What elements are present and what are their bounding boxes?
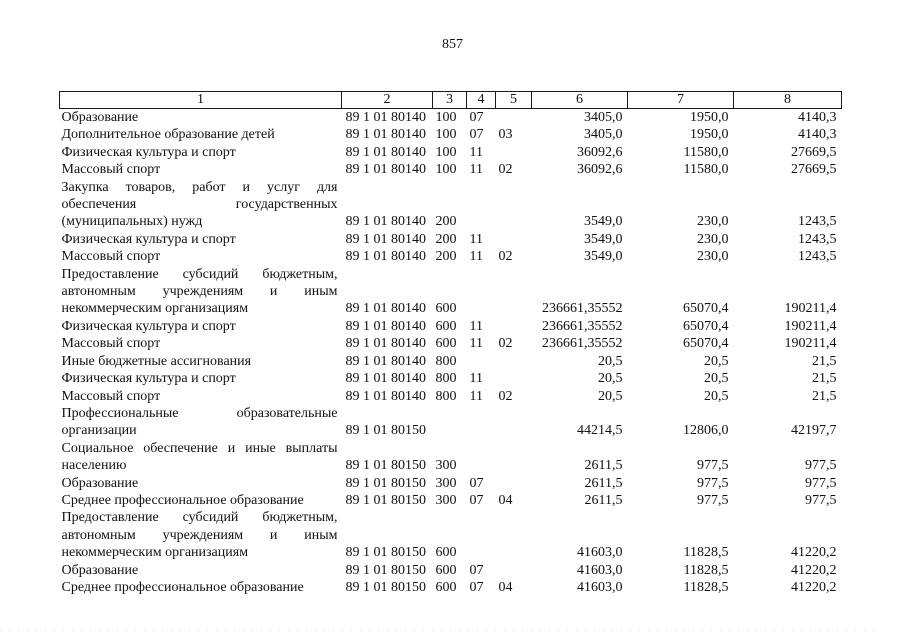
- table-row: [60, 370, 842, 387]
- row-value-col6-cell: 20,5: [598, 353, 623, 369]
- row-value-col6-cell: 41603,0: [577, 562, 623, 578]
- row-expense-type-cell: 800: [435, 388, 457, 404]
- row-expense-type-cell: 300: [435, 475, 457, 491]
- row-section-cell: [467, 440, 496, 475]
- row-subsection-cell: [496, 231, 532, 248]
- row-value-col7-cell: 20,5: [704, 353, 729, 369]
- row-section-cell: [467, 266, 496, 318]
- column-header: 2: [342, 92, 433, 109]
- row-subsection-cell: 04: [498, 579, 513, 595]
- row-value-col6-cell: 3405,0: [584, 110, 623, 125]
- row-section-cell: 11: [469, 388, 483, 404]
- table-row: [60, 179, 842, 231]
- row-code-cell: 89 1 01 80140: [345, 162, 426, 178]
- row-code-cell: 89 1 01 80140: [345, 214, 426, 230]
- row-name-cell: Образование: [61, 110, 139, 125]
- row-section-cell: 11: [469, 371, 483, 387]
- row-subsection-cell: [496, 509, 532, 561]
- row-code-cell: 89 1 01 80150: [345, 545, 426, 561]
- row-code-cell: 89 1 01 80150: [345, 458, 426, 474]
- column-header: 8: [734, 92, 842, 109]
- table-row: [60, 579, 842, 596]
- row-code-cell: 89 1 01 80150: [345, 562, 426, 578]
- row-expense-type-cell: 200: [435, 249, 457, 265]
- row-value-col8-cell: 21,5: [812, 388, 837, 404]
- row-expense-type-cell: 600: [435, 301, 457, 317]
- row-subsection-cell: [496, 109, 532, 127]
- row-subsection-cell: 02: [498, 388, 513, 404]
- table-row: [60, 492, 842, 509]
- row-code-cell: 89 1 01 80140: [345, 249, 426, 265]
- row-value-col7-cell: 12806,0: [683, 423, 729, 439]
- row-value-col7-cell: 11828,5: [683, 562, 729, 578]
- row-name-cell: Профессиональные образовательные организации: [61, 405, 338, 439]
- row-subsection-cell: [496, 405, 532, 440]
- row-value-col6-cell: 236661,35552: [542, 336, 623, 352]
- row-value-col8-cell: 1243,5: [798, 249, 837, 265]
- row-section-cell: 07: [469, 562, 484, 578]
- row-name-cell: Массовый спорт: [61, 162, 161, 178]
- row-code-cell: 89 1 01 80140: [345, 231, 426, 247]
- row-section-cell: [467, 353, 496, 370]
- row-section-cell: 11: [469, 144, 483, 160]
- row-value-col7-cell: 1950,0: [690, 127, 729, 143]
- row-value-col6-cell: 20,5: [598, 371, 623, 387]
- row-value-col7-cell: 11580,0: [683, 162, 729, 178]
- row-value-col8-cell: 190211,4: [784, 301, 837, 317]
- row-expense-type-cell: 100: [435, 127, 457, 143]
- table-row: [60, 318, 842, 335]
- column-header: 1: [60, 92, 342, 109]
- row-value-col7-cell: 11828,5: [683, 579, 729, 595]
- row-name-cell: Предоставление субсидий бюджетным, автономным учреждениям и иным некоммерческим организациям: [61, 266, 338, 317]
- row-expense-type-cell: 200: [435, 214, 457, 230]
- row-value-col6-cell: 41603,0: [577, 579, 623, 595]
- row-code-cell: 89 1 01 80140: [345, 318, 426, 334]
- row-value-col6-cell: 3405,0: [584, 127, 623, 143]
- row-value-col7-cell: 65070,4: [683, 318, 729, 334]
- row-expense-type-cell: 600: [435, 562, 457, 578]
- row-value-col7-cell: 65070,4: [683, 301, 729, 317]
- table-body: [60, 109, 842, 597]
- row-subsection-cell: [496, 475, 532, 492]
- table-row: [60, 440, 842, 475]
- row-code-cell: 89 1 01 80140: [345, 371, 426, 387]
- row-section-cell: 11: [469, 231, 483, 247]
- row-value-col8-cell: 1243,5: [798, 231, 837, 247]
- row-value-col7-cell: 65070,4: [683, 336, 729, 352]
- row-value-col7-cell: 1950,0: [690, 110, 729, 125]
- table-row: [60, 509, 842, 561]
- row-expense-type-cell: 100: [435, 162, 457, 178]
- row-code-cell: 89 1 01 80140: [345, 127, 426, 143]
- row-code-cell: 89 1 01 80140: [345, 336, 426, 352]
- row-value-col8-cell: 977,5: [805, 492, 837, 508]
- row-value-col6-cell: 2611,5: [584, 458, 623, 474]
- scan-edge-noise: . . . . . . . . . . . . . . . . . . . . . . . . . . . . . . . . . . . . . . . . . . . . . . . . . . . . . . . . . . . . . . . . . . . . . . . . . . . . . . . . . . . . . . . . . . . . . . . . . .: [0, 627, 878, 633]
- row-expense-type-cell: 800: [435, 371, 457, 387]
- table-row: [60, 266, 842, 318]
- row-name-cell: Среднее профессиональное образование: [61, 492, 304, 508]
- page-number: 857: [442, 37, 463, 52]
- row-section-cell: 11: [469, 318, 483, 334]
- table-row: [60, 231, 842, 248]
- row-section-cell: 07: [469, 475, 484, 491]
- row-expense-type-cell: 600: [435, 336, 457, 352]
- row-value-col6-cell: 36092,6: [577, 162, 623, 178]
- row-value-col8-cell: 41220,2: [791, 562, 837, 578]
- table-header-row: [60, 92, 842, 109]
- row-section-cell: 11: [469, 336, 483, 352]
- row-subsection-cell: [496, 562, 532, 579]
- row-expense-type-cell: 200: [435, 231, 457, 247]
- row-name-cell: Физическая культура и спорт: [61, 144, 236, 160]
- row-name-cell: Иные бюджетные ассигнования: [61, 353, 252, 369]
- row-section-cell: [467, 179, 496, 231]
- row-value-col6-cell: 2611,5: [584, 475, 623, 491]
- row-value-col7-cell: 230,0: [697, 249, 729, 265]
- row-section-cell: [467, 405, 496, 440]
- row-value-col8-cell: 21,5: [812, 353, 837, 369]
- table-row: [60, 353, 842, 370]
- row-expense-type-cell: 800: [435, 353, 457, 369]
- row-value-col8-cell: 190211,4: [784, 336, 837, 352]
- row-section-cell: 07: [469, 579, 484, 595]
- row-section-cell: 07: [469, 492, 484, 508]
- row-section-cell: 07: [469, 110, 484, 125]
- row-subsection-cell: 02: [498, 336, 513, 352]
- row-value-col8-cell: 42197,7: [791, 423, 837, 439]
- row-subsection-cell: [496, 370, 532, 387]
- table-row: [60, 248, 842, 265]
- row-name-cell: Дополнительное образование детей: [61, 127, 275, 143]
- table-row: [60, 335, 842, 352]
- row-value-col6-cell: 36092,6: [577, 144, 623, 160]
- row-name-cell: Массовый спорт: [61, 388, 161, 404]
- row-expense-type-cell: 100: [435, 110, 457, 125]
- row-subsection-cell: [496, 318, 532, 335]
- row-value-col8-cell: 41220,2: [791, 545, 837, 561]
- row-value-col6-cell: 41603,0: [577, 545, 623, 561]
- row-code-cell: 89 1 01 80140: [345, 110, 426, 125]
- row-subsection-cell: 02: [498, 249, 513, 265]
- row-value-col8-cell: 1243,5: [798, 214, 837, 230]
- row-expense-type-cell: 600: [435, 579, 457, 595]
- row-name-cell: Физическая культура и спорт: [61, 318, 236, 334]
- row-value-col7-cell: 230,0: [697, 231, 729, 247]
- table-row: [60, 109, 842, 127]
- row-subsection-cell: 02: [498, 162, 513, 178]
- row-value-col6-cell: 236661,35552: [542, 301, 623, 317]
- row-expense-type-cell: 600: [435, 318, 457, 334]
- row-value-col7-cell: 977,5: [697, 475, 729, 491]
- row-value-col8-cell: 41220,2: [791, 579, 837, 595]
- row-code-cell: 89 1 01 80150: [345, 475, 426, 491]
- column-header: 7: [628, 92, 734, 109]
- row-code-cell: 89 1 01 80140: [345, 301, 426, 317]
- row-name-cell: Закупка товаров, работ и услуг для обеспечения государственных (муниципальных) нужд: [61, 179, 338, 230]
- row-value-col8-cell: 4140,3: [798, 110, 837, 125]
- row-value-col7-cell: 977,5: [697, 492, 729, 508]
- row-subsection-cell: [496, 179, 532, 231]
- row-value-col7-cell: 20,5: [704, 371, 729, 387]
- row-value-col6-cell: 236661,35552: [542, 318, 623, 334]
- column-header: 3: [433, 92, 467, 109]
- row-code-cell: 89 1 01 80140: [345, 388, 426, 404]
- table-row: [60, 126, 842, 143]
- row-value-col8-cell: 27669,5: [791, 162, 837, 178]
- column-header: 4: [467, 92, 496, 109]
- row-section-cell: [467, 509, 496, 561]
- row-value-col7-cell: 11580,0: [683, 144, 729, 160]
- row-name-cell: Образование: [61, 562, 139, 578]
- row-code-cell: 89 1 01 80140: [345, 144, 426, 160]
- row-expense-type-cell: [433, 405, 467, 440]
- row-name-cell: Образование: [61, 475, 139, 491]
- row-value-col7-cell: 977,5: [697, 458, 729, 474]
- row-value-col8-cell: 977,5: [805, 458, 837, 474]
- row-value-col8-cell: 4140,3: [798, 127, 837, 143]
- column-header: 5: [496, 92, 532, 109]
- row-value-col6-cell: 3549,0: [584, 231, 623, 247]
- row-subsection-cell: [496, 440, 532, 475]
- row-value-col6-cell: 3549,0: [584, 249, 623, 265]
- table-row: [60, 144, 842, 161]
- row-subsection-cell: [496, 144, 532, 161]
- row-value-col6-cell: 44214,5: [577, 423, 623, 439]
- row-value-col6-cell: 2611,5: [584, 492, 623, 508]
- row-code-cell: 89 1 01 80150: [345, 423, 426, 439]
- row-code-cell: 89 1 01 80150: [345, 579, 426, 595]
- row-name-cell: Массовый спорт: [61, 249, 161, 265]
- row-name-cell: Массовый спорт: [61, 336, 161, 352]
- row-value-col8-cell: 27669,5: [791, 144, 837, 160]
- row-code-cell: 89 1 01 80150: [345, 492, 426, 508]
- row-value-col7-cell: 230,0: [697, 214, 729, 230]
- row-subsection-cell: 03: [498, 127, 513, 143]
- table-row: [60, 475, 842, 492]
- row-section-cell: 11: [469, 162, 483, 178]
- row-expense-type-cell: 300: [435, 492, 457, 508]
- table-row: [60, 388, 842, 405]
- row-subsection-cell: [496, 353, 532, 370]
- row-expense-type-cell: 300: [435, 458, 457, 474]
- row-name-cell: Физическая культура и спорт: [61, 371, 236, 387]
- row-name-cell: Среднее профессиональное образование: [61, 579, 304, 595]
- row-code-cell: 89 1 01 80140: [345, 353, 426, 369]
- row-subsection-cell: [496, 266, 532, 318]
- row-value-col8-cell: 977,5: [805, 475, 837, 491]
- row-expense-type-cell: 600: [435, 545, 457, 561]
- row-value-col7-cell: 20,5: [704, 388, 729, 404]
- row-name-cell: Социальное обеспечение и иные выплаты населению: [61, 440, 338, 474]
- row-name-cell: Физическая культура и спорт: [61, 231, 236, 247]
- row-value-col6-cell: 3549,0: [584, 214, 623, 230]
- budget-table: [59, 91, 842, 596]
- table-row: [60, 161, 842, 178]
- row-expense-type-cell: 100: [435, 144, 457, 160]
- row-value-col8-cell: 21,5: [812, 371, 837, 387]
- row-section-cell: 11: [469, 249, 483, 265]
- table-row: [60, 562, 842, 579]
- row-name-cell: Предоставление субсидий бюджетным, автономным учреждениям и иным некоммерческим организациям: [61, 510, 338, 561]
- column-header: 6: [532, 92, 628, 109]
- row-subsection-cell: 04: [498, 492, 513, 508]
- row-section-cell: 07: [469, 127, 484, 143]
- row-value-col6-cell: 20,5: [598, 388, 623, 404]
- row-value-col7-cell: 11828,5: [683, 545, 729, 561]
- table-row: [60, 405, 842, 440]
- row-value-col8-cell: 190211,4: [784, 318, 837, 334]
